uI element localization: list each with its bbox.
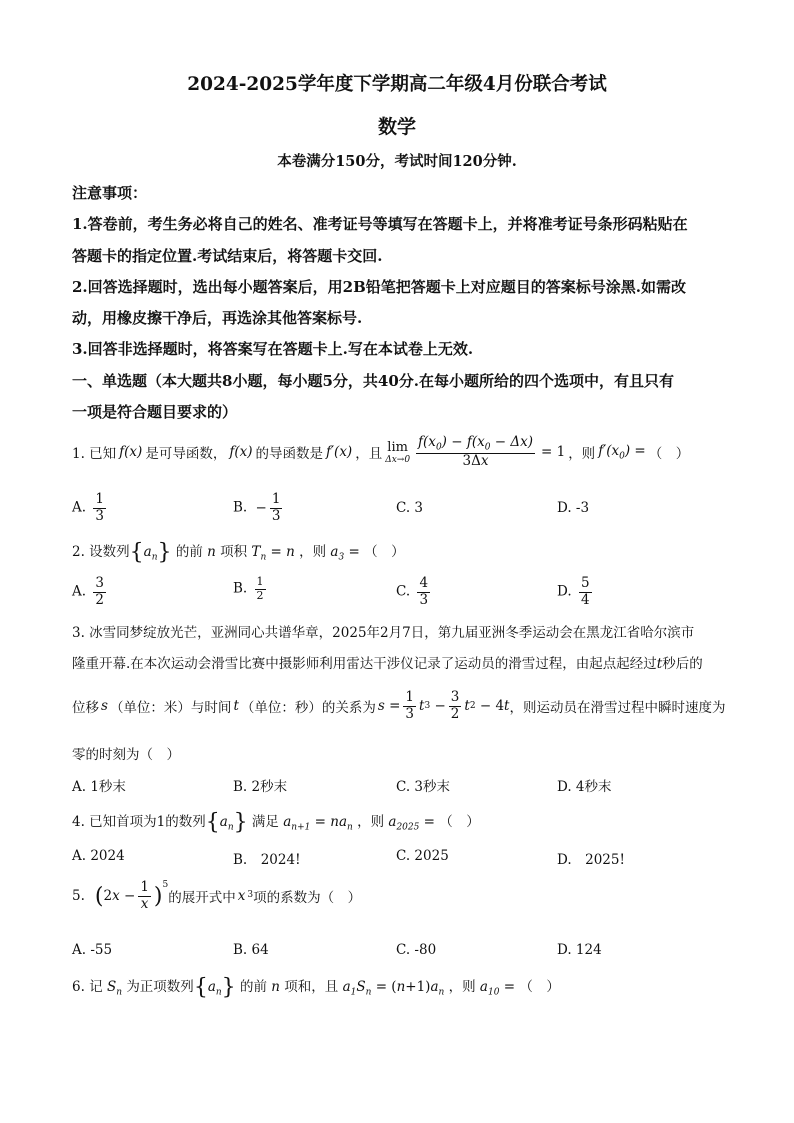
q2-text-2: 的前: [175, 544, 203, 560]
exam-title: 2024-2025学年度下学期高二年级4月份联合考试: [187, 74, 607, 95]
question-6: 6. 记 $S_n$ 为正项数列$\{a_n\}$ 的前 n 项和，且 $a_1S_n = (n+1)a_n$ ，则 $a_{10}$ = （ ）: [72, 975, 560, 1000]
q2-text-3: 项积: [220, 544, 248, 560]
question-2: 2. 设数列$\{a_n\}$ 的前 n 项积 $T_n = n$ ，则 $a_3$ = （ ）: [72, 540, 405, 565]
q1-math-fraction: $\frac{f(x_0) - f(x_0 - \Delta x)}{3\Delta x}$: [418, 434, 533, 470]
q6-text-2: 为正项数列: [126, 979, 194, 995]
q1-text-2: 是可导函数，: [145, 446, 227, 463]
q4-option-c: C. 2025: [396, 848, 449, 864]
q3-line-3-text-1: 位移: [72, 700, 99, 717]
subject-title: 数学: [377, 116, 416, 138]
q3-line-2: 隆重开幕.在本次运动会滑雪比赛中摄影师利用雷达干涉仪记录了运动员的滑雪过程，由起点起经过t秒后的: [72, 656, 703, 672]
q2-text-5: （ ）: [364, 544, 405, 560]
q3-line-2-tail: 秒后的: [662, 656, 703, 672]
q5-option-d: D. 124: [557, 942, 602, 958]
q3-line-3-text-4: ，则运动员在滑雪过程中瞬时速度为: [509, 700, 726, 717]
note-2-line-2: 动，用橡皮擦干净后，再选涂其他答案标号.: [72, 309, 363, 327]
note-1-line-1: 1.答卷前，考生务必将自己的姓名、准考证号等填写在答题卡上，并将准考证号条形码粘贴在: [72, 215, 688, 233]
q1-math-fpx: f′(x): [325, 444, 353, 461]
q2-option-c: C. $\frac{4}{3}$: [396, 575, 429, 608]
q6-text-3: 的前: [239, 979, 267, 995]
q3-line-3-text-2: （单位：米）与时间: [109, 700, 232, 717]
q6-text-1: 6. 记: [72, 979, 103, 995]
q1-option-a-value: $\frac{1}{3}$: [95, 491, 104, 524]
q4-option-b: B. 2024!: [233, 852, 301, 868]
q5-option-a: A. -55: [72, 942, 113, 958]
q1-option-b-value: $\frac{1}{3}$: [271, 491, 281, 524]
q1-text-3: 的导函数是: [255, 446, 323, 463]
q4-option-a: A. 2024: [72, 848, 125, 864]
q5-text-3: 项的系数为（ ）: [253, 890, 362, 907]
section-1-line-1: 一、单选题（本大题共8小题，每小题5分，共40分.在每小题所给的四个选项中，有且只有: [72, 372, 674, 390]
q1-option-b-label: B.: [233, 499, 248, 516]
q2-option-b: B. $\frac{1}{2}$: [233, 575, 264, 602]
q1-text-4: ，且: [355, 446, 383, 463]
q4-text-1: 4. 已知首项为1的数列: [72, 814, 206, 830]
q3-line-4: 零的时刻为（ ）: [72, 747, 180, 763]
q1-math-limit: lim Δx→0: [385, 439, 411, 465]
q6-text-4: 项和，且: [284, 979, 339, 995]
q4-text-4: （ ）: [439, 814, 480, 830]
question-1: [72, 435, 689, 470]
q5-text-1: 5.: [72, 888, 85, 905]
q1-option-a-label: A.: [72, 499, 87, 516]
q5-option-b: B. 64: [233, 942, 269, 958]
q1-text-6: （ ）: [648, 446, 690, 463]
exam-info: 本卷满分150分，考试时间120分钟.: [277, 153, 517, 170]
q1-text-5: ，则: [568, 446, 596, 463]
q3-option-a: A. 1秒末: [72, 779, 126, 795]
q4-option-d: D. 2025!: [557, 852, 625, 868]
q1-option-b: B. − $\frac{1}{3}$: [233, 491, 281, 524]
q3-line-3: 位移 s （单位：米）与时间 t （单位：秒）的关系为 s = $\frac{1}{3}$ t 3 − $\frac{3}{2}$ t 2 − 4 t ，则运动员在滑雪过程中瞬时速度为: [72, 689, 726, 722]
note-1-line-2: 答题卡的指定位置.考试结束后，将答题卡交回.: [72, 247, 383, 265]
notes-heading: 注意事项：: [72, 184, 148, 202]
q1-option-c: C. 3: [396, 500, 424, 516]
q6-text-5: ，则: [448, 979, 476, 995]
q1-text-1: 1. 已知: [72, 446, 117, 463]
question-5: 5. ( 2x − $\frac{1}{x}$ ) $^5$ 的展开式中 x 3 项的系数为（ ）: [72, 879, 362, 912]
q2-option-d: D. $\frac{5}{4}$: [557, 575, 590, 608]
q3-option-b: B. 2秒末: [233, 779, 288, 795]
q3-line-2-text: 隆重开幕.在本次运动会滑雪比赛中摄影师利用雷达干涉仪记录了运动员的滑雪过程，由起点起经过: [72, 656, 657, 672]
q2-option-a: A. $\frac{3}{2}$: [72, 575, 104, 608]
section-1-line-2: 一项是符合题目要求的）: [72, 403, 238, 421]
q5-option-c: C. -80: [396, 942, 437, 958]
question-4: 4. 已知首项为1的数列$\{a_n\}$ 满足 $a_{n+1} = na_n$ ，则 $a_{2025}$ = （ ）: [72, 810, 480, 835]
q3-line-1: 3. 冰雪同梦绽放光芒，亚洲同心共谱华章，2025年2月7日，第九届亚洲冬季运动会在黑龙江省哈尔滨市: [72, 625, 695, 641]
q1-math-fx-2: f(x): [229, 444, 253, 461]
q1-math-fx: f(x): [119, 444, 143, 461]
q2-text-1: 2. 设数列: [72, 544, 130, 560]
q6-text-6: （ ）: [519, 979, 560, 995]
q5-text-2: 的展开式中: [168, 890, 236, 907]
q3-option-c: C. 3秒末: [396, 779, 451, 795]
note-3: 3.回答非选择题时，将答案写在答题卡上.写在本试卷上无效.: [72, 340, 474, 358]
q1-math-equals-1: = 1: [540, 444, 566, 461]
q4-text-3: ，则: [357, 814, 385, 830]
q2-option-c-label: C.: [396, 583, 411, 600]
note-2-line-1: 2.回答选择题时，选出每小题答案后，用2B铅笔把答题卡上对应题目的答案标号涂黑.如需改: [72, 278, 687, 296]
q1-option-d: D. -3: [557, 500, 590, 516]
q4-text-2: 满足: [251, 814, 279, 830]
q2-option-a-label: A.: [72, 583, 87, 600]
q3-option-d: D. 4秒末: [557, 779, 612, 795]
q1-math-fpx0: $f'(x_0)$ =: [598, 442, 646, 462]
q1-option-a: [72, 492, 109, 524]
q3-line-3-text-3: （单位：秒）的关系为: [240, 700, 376, 717]
q2-text-4: ，则: [299, 544, 327, 560]
q2-option-b-label: B.: [233, 580, 248, 597]
q2-option-d-label: D.: [557, 583, 572, 600]
